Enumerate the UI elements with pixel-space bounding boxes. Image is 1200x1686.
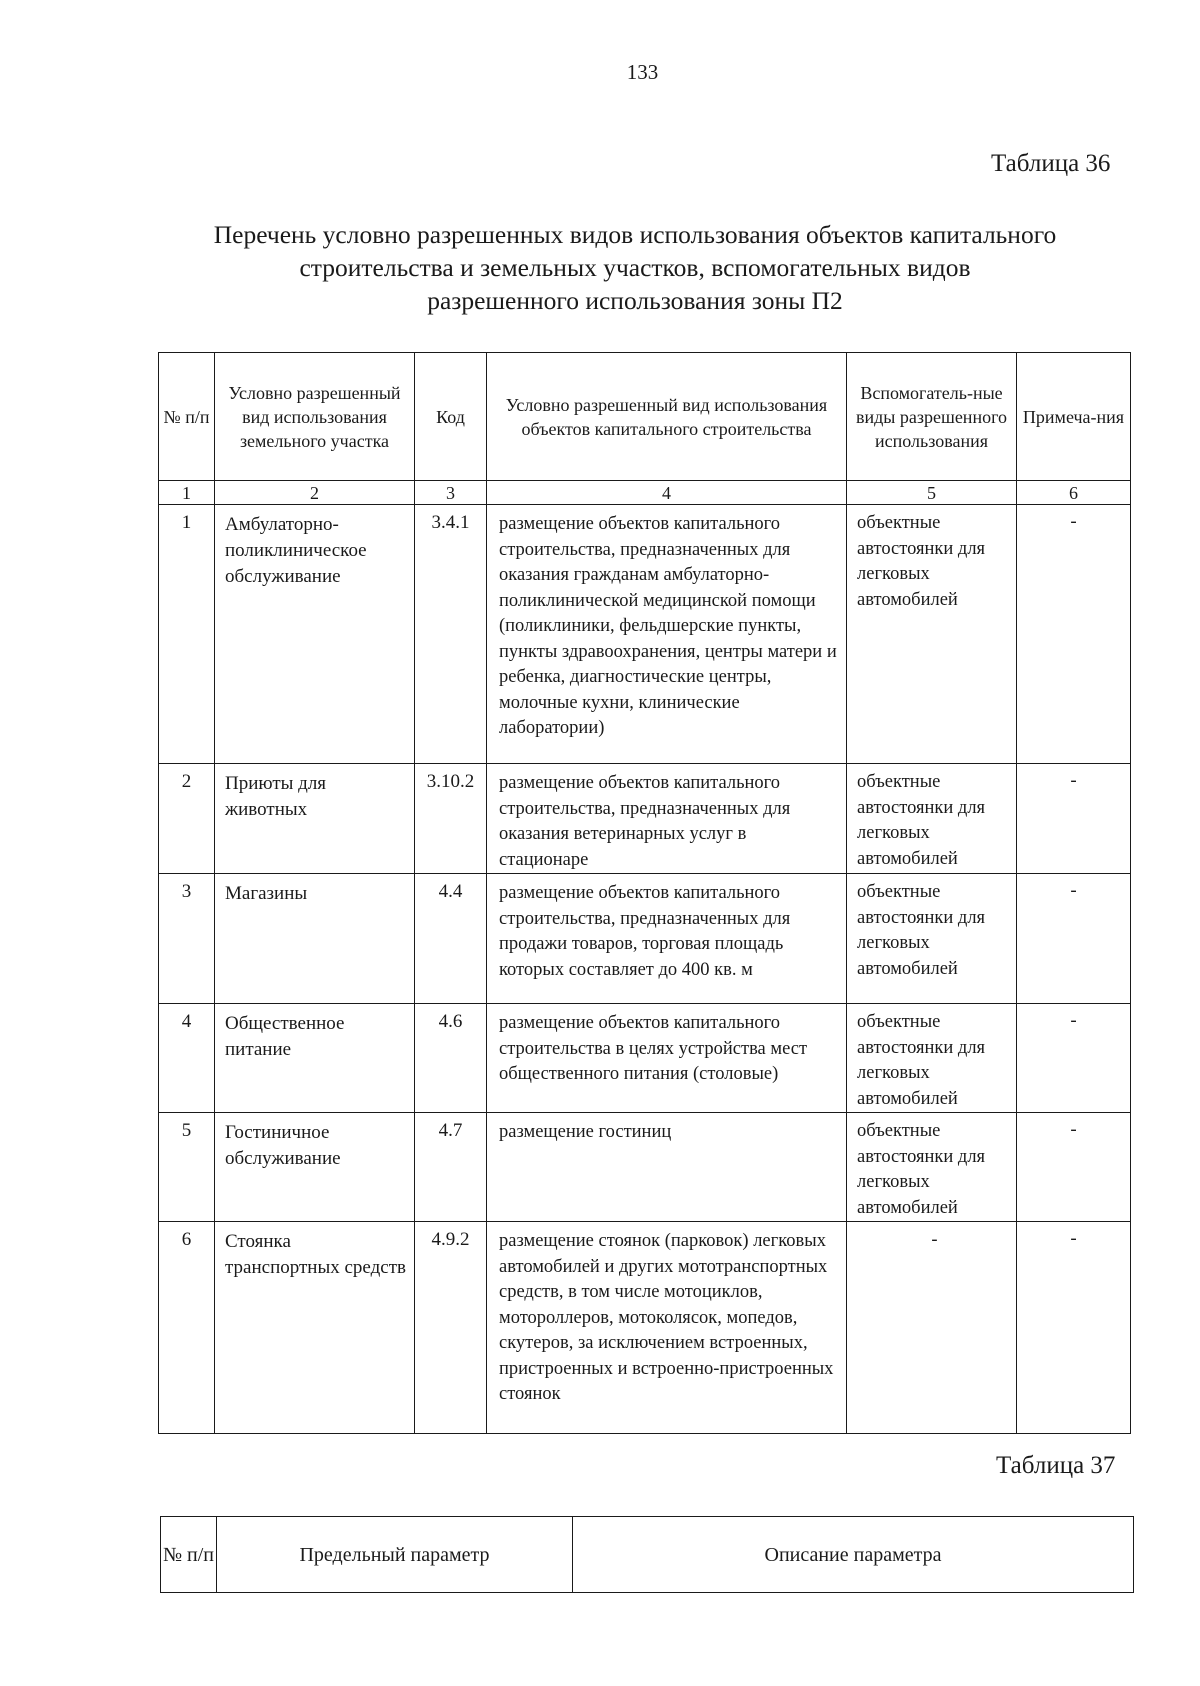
table-36: [158, 352, 1131, 1434]
auxiliary-use-cell: объектные автостоянки для легковых автомобилей: [847, 505, 1017, 764]
column-number: 1: [159, 481, 215, 505]
table-row: [159, 1113, 1131, 1222]
code-cell: 4.7: [415, 1113, 487, 1222]
table-row: [159, 505, 1131, 764]
notes-cell: -: [1017, 1222, 1131, 1434]
notes-cell: -: [1017, 505, 1131, 764]
land-use-cell: Стоянка транспортных средств: [215, 1222, 415, 1434]
land-use-cell: Общественное питание: [215, 1004, 415, 1113]
header-cell: Описание параметра: [573, 1517, 1134, 1593]
table-header-row: [159, 353, 1131, 481]
column-number: 6: [1017, 481, 1131, 505]
title-line: разрешенного использования зоны П2: [427, 286, 843, 315]
column-number: 3: [415, 481, 487, 505]
column-number: 2: [215, 481, 415, 505]
table-36-label: Таблица 36: [991, 150, 1111, 177]
code-cell: 4.4: [415, 874, 487, 1004]
notes-cell: -: [1017, 1004, 1131, 1113]
header-cell: Условно разрешенный вид использования объектов капитального строительства: [487, 353, 847, 481]
table-36-title: [150, 218, 1120, 317]
code-cell: 3.10.2: [415, 764, 487, 874]
header-cell: Код: [415, 353, 487, 481]
header-cell: Предельный параметр: [217, 1517, 573, 1593]
row-number: 2: [159, 764, 215, 874]
row-number: 6: [159, 1222, 215, 1434]
table-row: [159, 874, 1131, 1004]
column-number: 5: [847, 481, 1017, 505]
building-use-cell: размещение гостиниц: [487, 1113, 847, 1222]
header-cell: Вспомогатель-ные виды разрешенного использования: [847, 353, 1017, 481]
header-cell: № п/п: [159, 353, 215, 481]
building-use-cell: размещение стоянок (парковок) легковых автомобилей и других мототранспортных средств, в том числе мотоциклов, мотороллеров, мотоколясок, мопедов, скутеров, за исключением встроенных, пристроенных и встроенно-пристроенных стоянок: [487, 1222, 847, 1434]
code-cell: 3.4.1: [415, 505, 487, 764]
auxiliary-use-cell: объектные автостоянки для легковых автомобилей: [847, 764, 1017, 874]
building-use-cell: размещение объектов капитального строительства, предназначенных для оказания гражданам амбулаторно-поликлинической медицинской помощи (поликлиники, фельдшерские пункты, пункты здравоохранения, центры матери и ребенка, диагностические центры, молочные кухни, клинические лаборатории): [487, 505, 847, 764]
code-cell: 4.6: [415, 1004, 487, 1113]
auxiliary-use-cell: -: [847, 1222, 1017, 1434]
notes-cell: -: [1017, 764, 1131, 874]
row-number: 3: [159, 874, 215, 1004]
row-number: 5: [159, 1113, 215, 1222]
row-number: 1: [159, 505, 215, 764]
building-use-cell: размещение объектов капитального строительства в целях устройства мест общественного питания (столовые): [487, 1004, 847, 1113]
code-cell: 4.9.2: [415, 1222, 487, 1434]
table-row: [159, 1222, 1131, 1434]
auxiliary-use-cell: объектные автостоянки для легковых автомобилей: [847, 1113, 1017, 1222]
table-header-row: [161, 1517, 1134, 1593]
column-number-row: [159, 481, 1131, 505]
auxiliary-use-cell: объектные автостоянки для легковых автомобилей: [847, 874, 1017, 1004]
land-use-cell: Гостиничное обслуживание: [215, 1113, 415, 1222]
building-use-cell: размещение объектов капитального строительства, предназначенных для продажи товаров, торговая площадь которых составляет до 400 кв. м: [487, 874, 847, 1004]
table-row: [159, 764, 1131, 874]
column-number: 4: [487, 481, 847, 505]
notes-cell: -: [1017, 1113, 1131, 1222]
auxiliary-use-cell: объектные автостоянки для легковых автомобилей: [847, 1004, 1017, 1113]
header-cell: Примеча-ния: [1017, 353, 1131, 481]
notes-cell: -: [1017, 874, 1131, 1004]
page-number: 133: [626, 60, 659, 84]
title-line: Перечень условно разрешенных видов использования объектов капитального: [213, 220, 1057, 249]
land-use-cell: Приюты для животных: [215, 764, 415, 874]
land-use-cell: Амбулаторно-поликлиническое обслуживание: [215, 505, 415, 764]
land-use-cell: Магазины: [215, 874, 415, 1004]
header-cell: Условно разрешенный вид использования земельного участка: [215, 353, 415, 481]
row-number: 4: [159, 1004, 215, 1113]
title-line: строительства и земельных участков, вспомогательных видов: [299, 253, 971, 282]
table-37-label: Таблица 37: [996, 1452, 1116, 1479]
header-cell: № п/п: [161, 1517, 217, 1593]
table-37: [160, 1516, 1134, 1593]
building-use-cell: размещение объектов капитального строительства, предназначенных для оказания ветеринарных услуг в стационаре: [487, 764, 847, 874]
table-row: [159, 1004, 1131, 1113]
